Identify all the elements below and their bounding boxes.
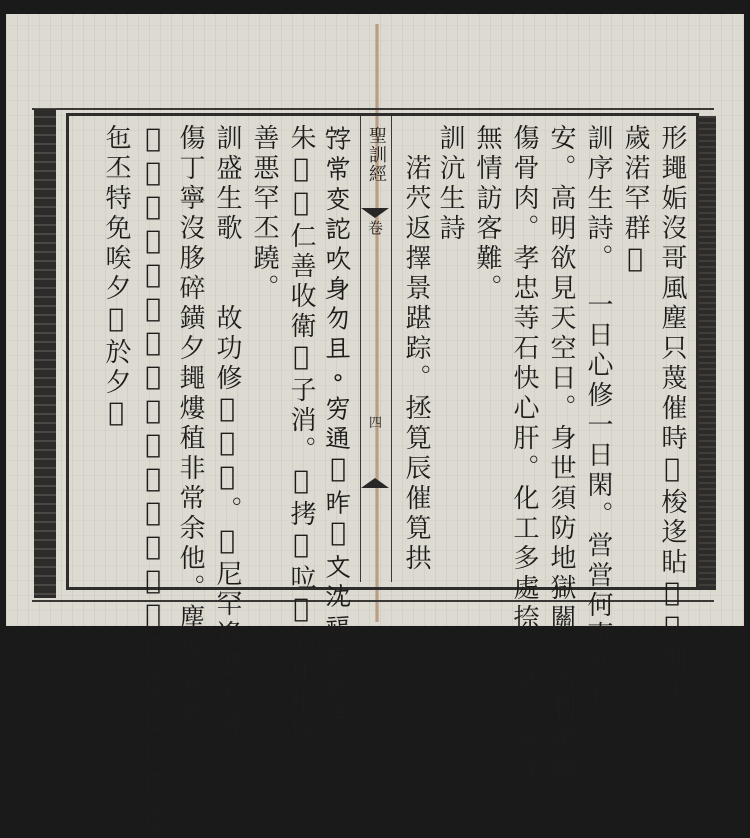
text-column-7: 訓沆生詩 — [435, 124, 465, 244]
text-column-14: 𤤰茹咹沁給余江河沒台。囯肝𠟍埃𠟍埃尌退爪数 — [138, 124, 168, 838]
text-column-10: 朱𦓅𠀲仁善收衛𥙩子消。𡢐拷𦁛㕸𥹰沛庄堆塘 — [286, 124, 316, 748]
spine-title: 聖訓經 — [366, 126, 387, 183]
text-column-3: 訓序生詩。 一日心修一日閑。営営何事恋長 — [583, 124, 613, 711]
spine-page-number: 四 — [369, 416, 383, 431]
text-column-15: 㐌丕特免唉夕𩛂於夕𩛂 — [101, 124, 131, 432]
text-column-13: 傷丁寧沒䏧碎鐄夕䵷熡稙非常余他。塵埃志氣 — [175, 124, 205, 724]
right-border-band — [696, 116, 716, 590]
text-column-9: 𡨸常变詑吹身勿且。穷通𨤮昨𦝄文沈福茹底吏 — [323, 124, 353, 732]
text-column-12: 訓盛生歌 故功修𥙩𤤰𤤰。𦬑尼罕迻憑丕譊 — [212, 124, 242, 740]
fish-tail-top — [361, 208, 389, 218]
text-column-11: 善悪罕丕蹺。 — [249, 124, 279, 304]
left-border-band — [34, 108, 56, 598]
text-column-2: 歲渃罕群𨤔 — [620, 124, 650, 278]
text-column-1: 形䵷姤沒哥風塵只蔑催時𦝄梭迻䀡𢀭𢬦别庄 — [657, 124, 687, 706]
text-column-4: 安。高明欲見天空日。身世須防地獄關。名利鎖韁 — [546, 124, 576, 784]
center-spine — [360, 116, 392, 582]
fish-tail-bottom — [361, 478, 389, 488]
text-column-5: 傷骨肉。孝忠䓁石快心肝。化工多處捺人意。崖吝 — [509, 124, 539, 784]
spine-volume: 卷 — [366, 220, 384, 235]
text-column-6: 無情訪客難。 — [472, 124, 502, 304]
text-column-8: 渃茓返擇景踸踪。拯筧辰催筧拱 — [401, 124, 431, 574]
